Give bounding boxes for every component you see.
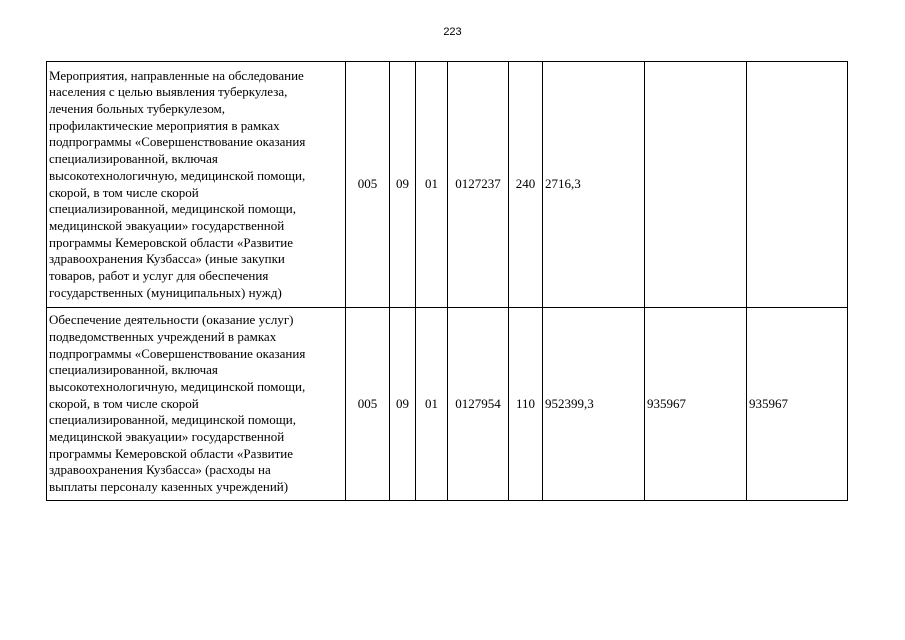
subsection-code: 01 (416, 62, 448, 308)
amount-year-2: 935967 (645, 308, 747, 501)
budget-table (46, 61, 848, 501)
section-code: 09 (390, 308, 416, 501)
row-description: Мероприятия, направленные на обследование населения с целью выявления туберкулеза, лечения больных туберкулезом, профилактические мероприятия в рамках подпрограммы «Совершенствование оказания специализированной, включая высокотехнологичную, медицинской помощи, скорой, в том числе скорой специализированной, медицинской помощи, медицинской эвакуации» государственной программы Кемеровской области «Развитие здравоохранения Кузбасса» (иные закупки товаров, работ и услуг для обеспечения государственных (муниципальных) нужд) (47, 62, 346, 308)
amount-year-3: 935967 (747, 308, 848, 501)
section-code: 09 (390, 62, 416, 308)
table-row (47, 62, 848, 308)
amount-year-2 (645, 62, 747, 308)
page-number: 223 (443, 26, 462, 38)
expense-type-code: 240 (509, 62, 543, 308)
table-row (47, 308, 848, 501)
ministry-code: 005 (346, 308, 390, 501)
row-description: Обеспечение деятельности (оказание услуг) подведомственных учреждений в рамках подпрограммы «Совершенствование оказания специализированной, включая высокотехнологичную, медицинской помощи, скорой, в том числе скорой специализированной, медицинской помощи, медицинской эвакуации» государственной программы Кемеровской области «Развитие здравоохранения Кузбасса» (расходы на выплаты персоналу казенных учреждений) (47, 308, 346, 501)
amount-year-3 (747, 62, 848, 308)
target-item-code: 0127237 (448, 62, 509, 308)
expense-type-code: 110 (509, 308, 543, 501)
ministry-code: 005 (346, 62, 390, 308)
subsection-code: 01 (416, 308, 448, 501)
amount-year-1: 952399,3 (543, 308, 645, 501)
target-item-code: 0127954 (448, 308, 509, 501)
amount-year-1: 2716,3 (543, 62, 645, 308)
